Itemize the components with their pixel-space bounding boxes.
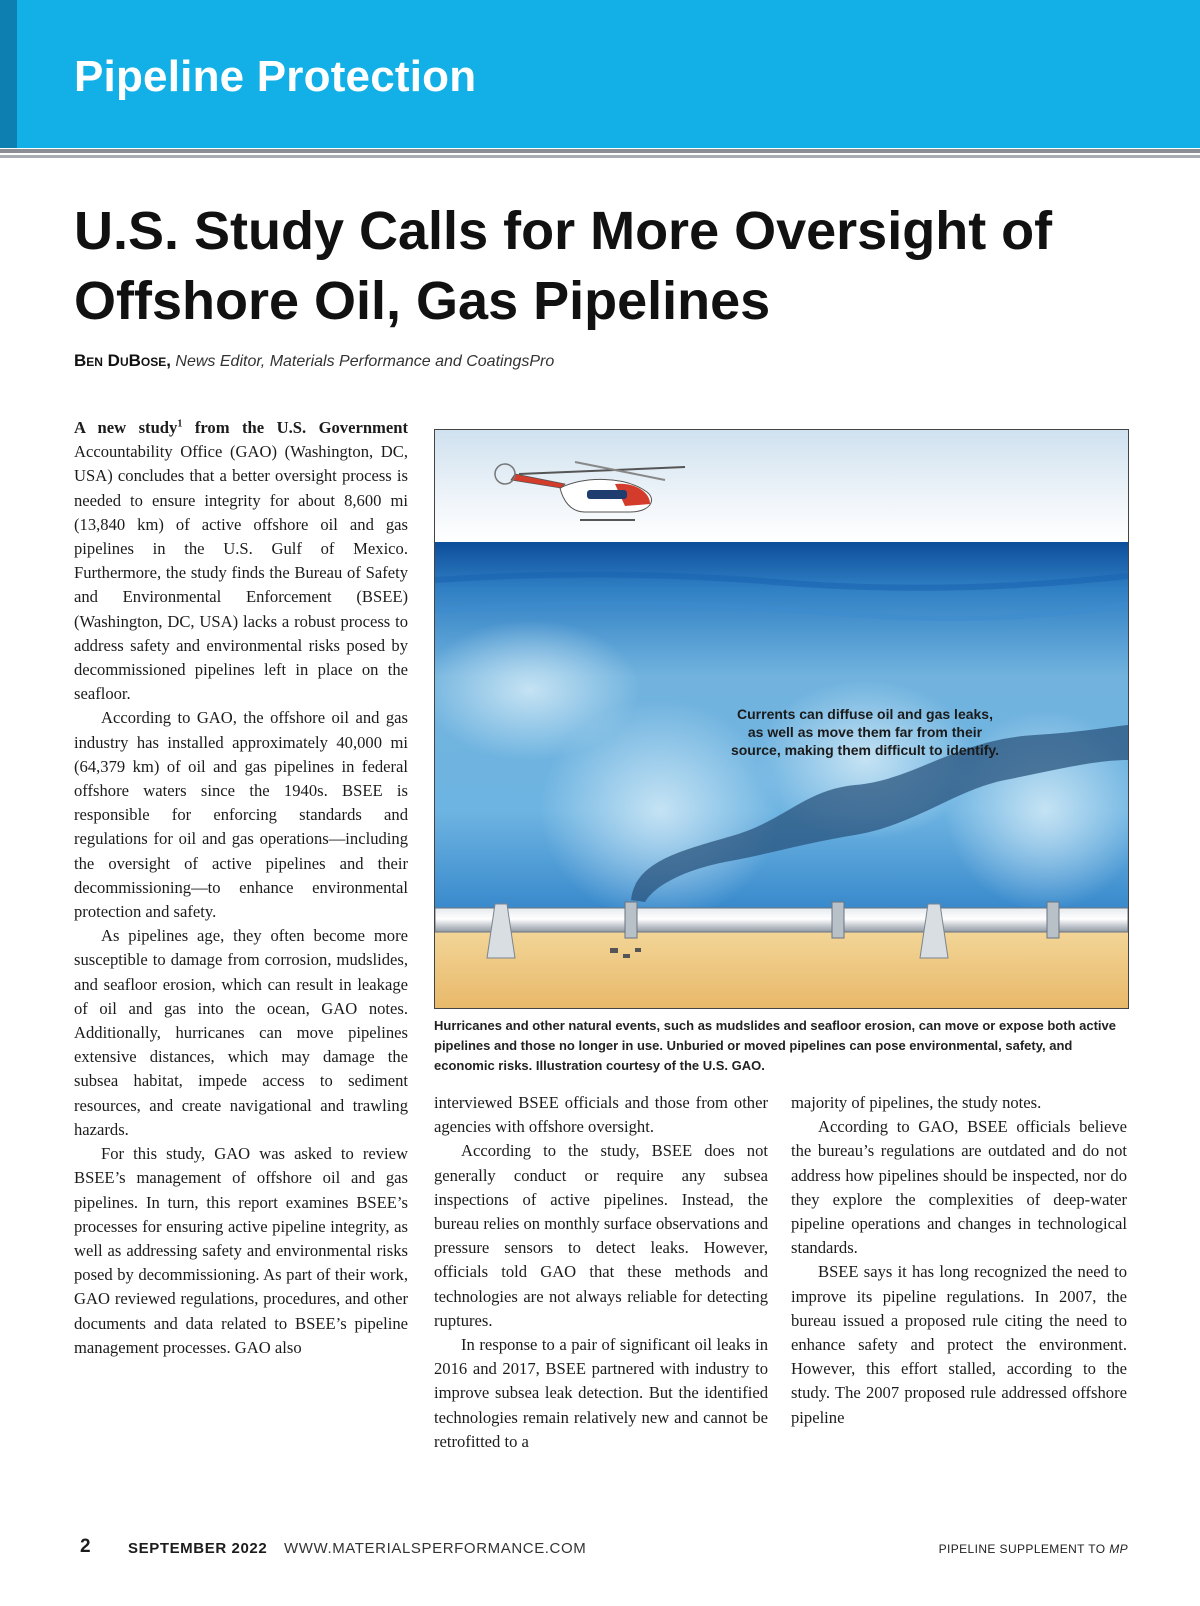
callout-line: source, making them difficult to identify. (730, 742, 1000, 758)
seafloor (435, 926, 1128, 1008)
byline-author: Ben DuBose, (74, 351, 171, 370)
footnote-ref: 1 (177, 418, 183, 430)
article-headline: U.S. Study Calls for More Oversight of Offshore Oil, Gas Pipelines (74, 201, 1053, 331)
header-rule-secondary (0, 155, 1200, 158)
website-link[interactable]: WWW.MATERIALSPERFORMANCE.COM (284, 1540, 587, 1557)
byline (74, 351, 554, 371)
pipeline-illustration (435, 430, 1128, 1008)
lead-in: A new study$^1$ from the U.S. Government (74, 418, 408, 437)
page-number: 2 (80, 1536, 91, 1557)
paragraph: According to GAO, BSEE officials believe the bureau’s regulations are outdated and do not address how pipelines should be inspected, nor do they explore the complexities of deep-water pipeline operations and changes in technological standards. (791, 1117, 1127, 1258)
section-title: Pipeline Protection (74, 52, 477, 101)
header-rule (0, 149, 1200, 153)
byline-publication: Materials Performance and CoatingsPro (269, 353, 555, 370)
paragraph: BSEE says it has long recognized the need to improve its pipeline regulations. In 2007, the bureau issued a proposed rule citing the need to enhance safety and protect the environment. However, this effort stalled, according to the study. The 2007 proposed rule addressed offshore pipeline (791, 1262, 1127, 1427)
callout-line: as well as move them far from their (747, 724, 983, 740)
sky (435, 430, 1128, 542)
article-column-3 (791, 1091, 1127, 1430)
paragraph: A new study$^1$ from the U.S. Government Accountability Office (GAO) (Washington, DC, USA) concludes that a better oversight process is needed to ensure integrity for about 8,600 mi (13,840 km) of active offshore oil and gas pipelines in the U.S. Gulf of Mexico. Furthermore, the study finds the Bureau of Safety and Environmental Enforcement (BSEE) (Washington, DC, USA) lacks a robust process to address safety and environmental risks posed by decommissioned pipelines left in place on the seafloor. (74, 418, 408, 704)
paragraph: majority of pipelines, the study notes. (791, 1093, 1042, 1112)
paragraph: In response to a pair of significant oil leaks in 2016 and 2017, BSEE partnered with industry to improve subsea leak detection. But the identified technologies remain relatively new and cannot be retrofitted to a (434, 1335, 768, 1451)
issue-date: SEPTEMBER 2022 (128, 1540, 268, 1557)
paragraph: interviewed BSEE officials and those from other agencies with offshore oversight. (434, 1093, 768, 1137)
paragraph: According to GAO, the offshore oil and gas industry has installed approximately 40,000 mi (64,379 km) of oil and gas pipelines in federal offshore waters since the 1940s. BSEE is responsible for enforcing standards and regulations for oil and gas operations—including the oversight of active pipelines and their decommissioning—to enhance environmental protection and safety. (74, 708, 408, 922)
callout-text (731, 706, 999, 758)
paragraph: As pipelines age, they often become more susceptible to damage from corrosion, mudslides, and seafloor erosion, which can result in leakage of oil and gas into the ocean, GAO notes. Additionally, hurricanes can move pipelines extensive distances, which may damage the subsea habitat, impede access to sediment resources, and create navigational and trawling hazards. (74, 926, 408, 1139)
illustration-figure (434, 429, 1129, 1009)
paragraph: According to the study, BSEE does not generally conduct or require any subsea inspections of active pipelines. Instead, the bureau relies on monthly surface observations and pressure sensors to detect leaks. However, officials told GAO that these methods and technologies are not always reliable for detecting ruptures. (434, 1141, 768, 1330)
pipeline (435, 908, 1128, 932)
figure-caption: Hurricanes and other natural events, such as mudslides and seafloor erosion, can move or expose both active pipelines and those no longer in use. Unburied or moved pipelines can pose environmental, safety, and economic risks. Illustration courtesy of the U.S. GAO. (434, 1018, 1116, 1073)
callout-line: Currents can diffuse oil and gas leaks, (737, 706, 993, 722)
header-edge-strip (0, 0, 17, 148)
byline-role: News Editor, (175, 353, 266, 370)
supplement-label: PIPELINE SUPPLEMENT TO MP (938, 1542, 1128, 1556)
article-column-2 (434, 1091, 768, 1454)
paragraph: For this study, GAO was asked to review BSEE’s management of offshore oil and gas pipelines. In turn, this report examines BSEE’s processes for ensuring active pipeline integrity, as well as addressing safety and environmental risks posed by decommissioning. As part of their work, GAO reviewed regulations, procedures, and other documents and data related to BSEE’s pipeline management processes. GAO also (74, 1144, 408, 1357)
article-column-1 (74, 416, 408, 1360)
